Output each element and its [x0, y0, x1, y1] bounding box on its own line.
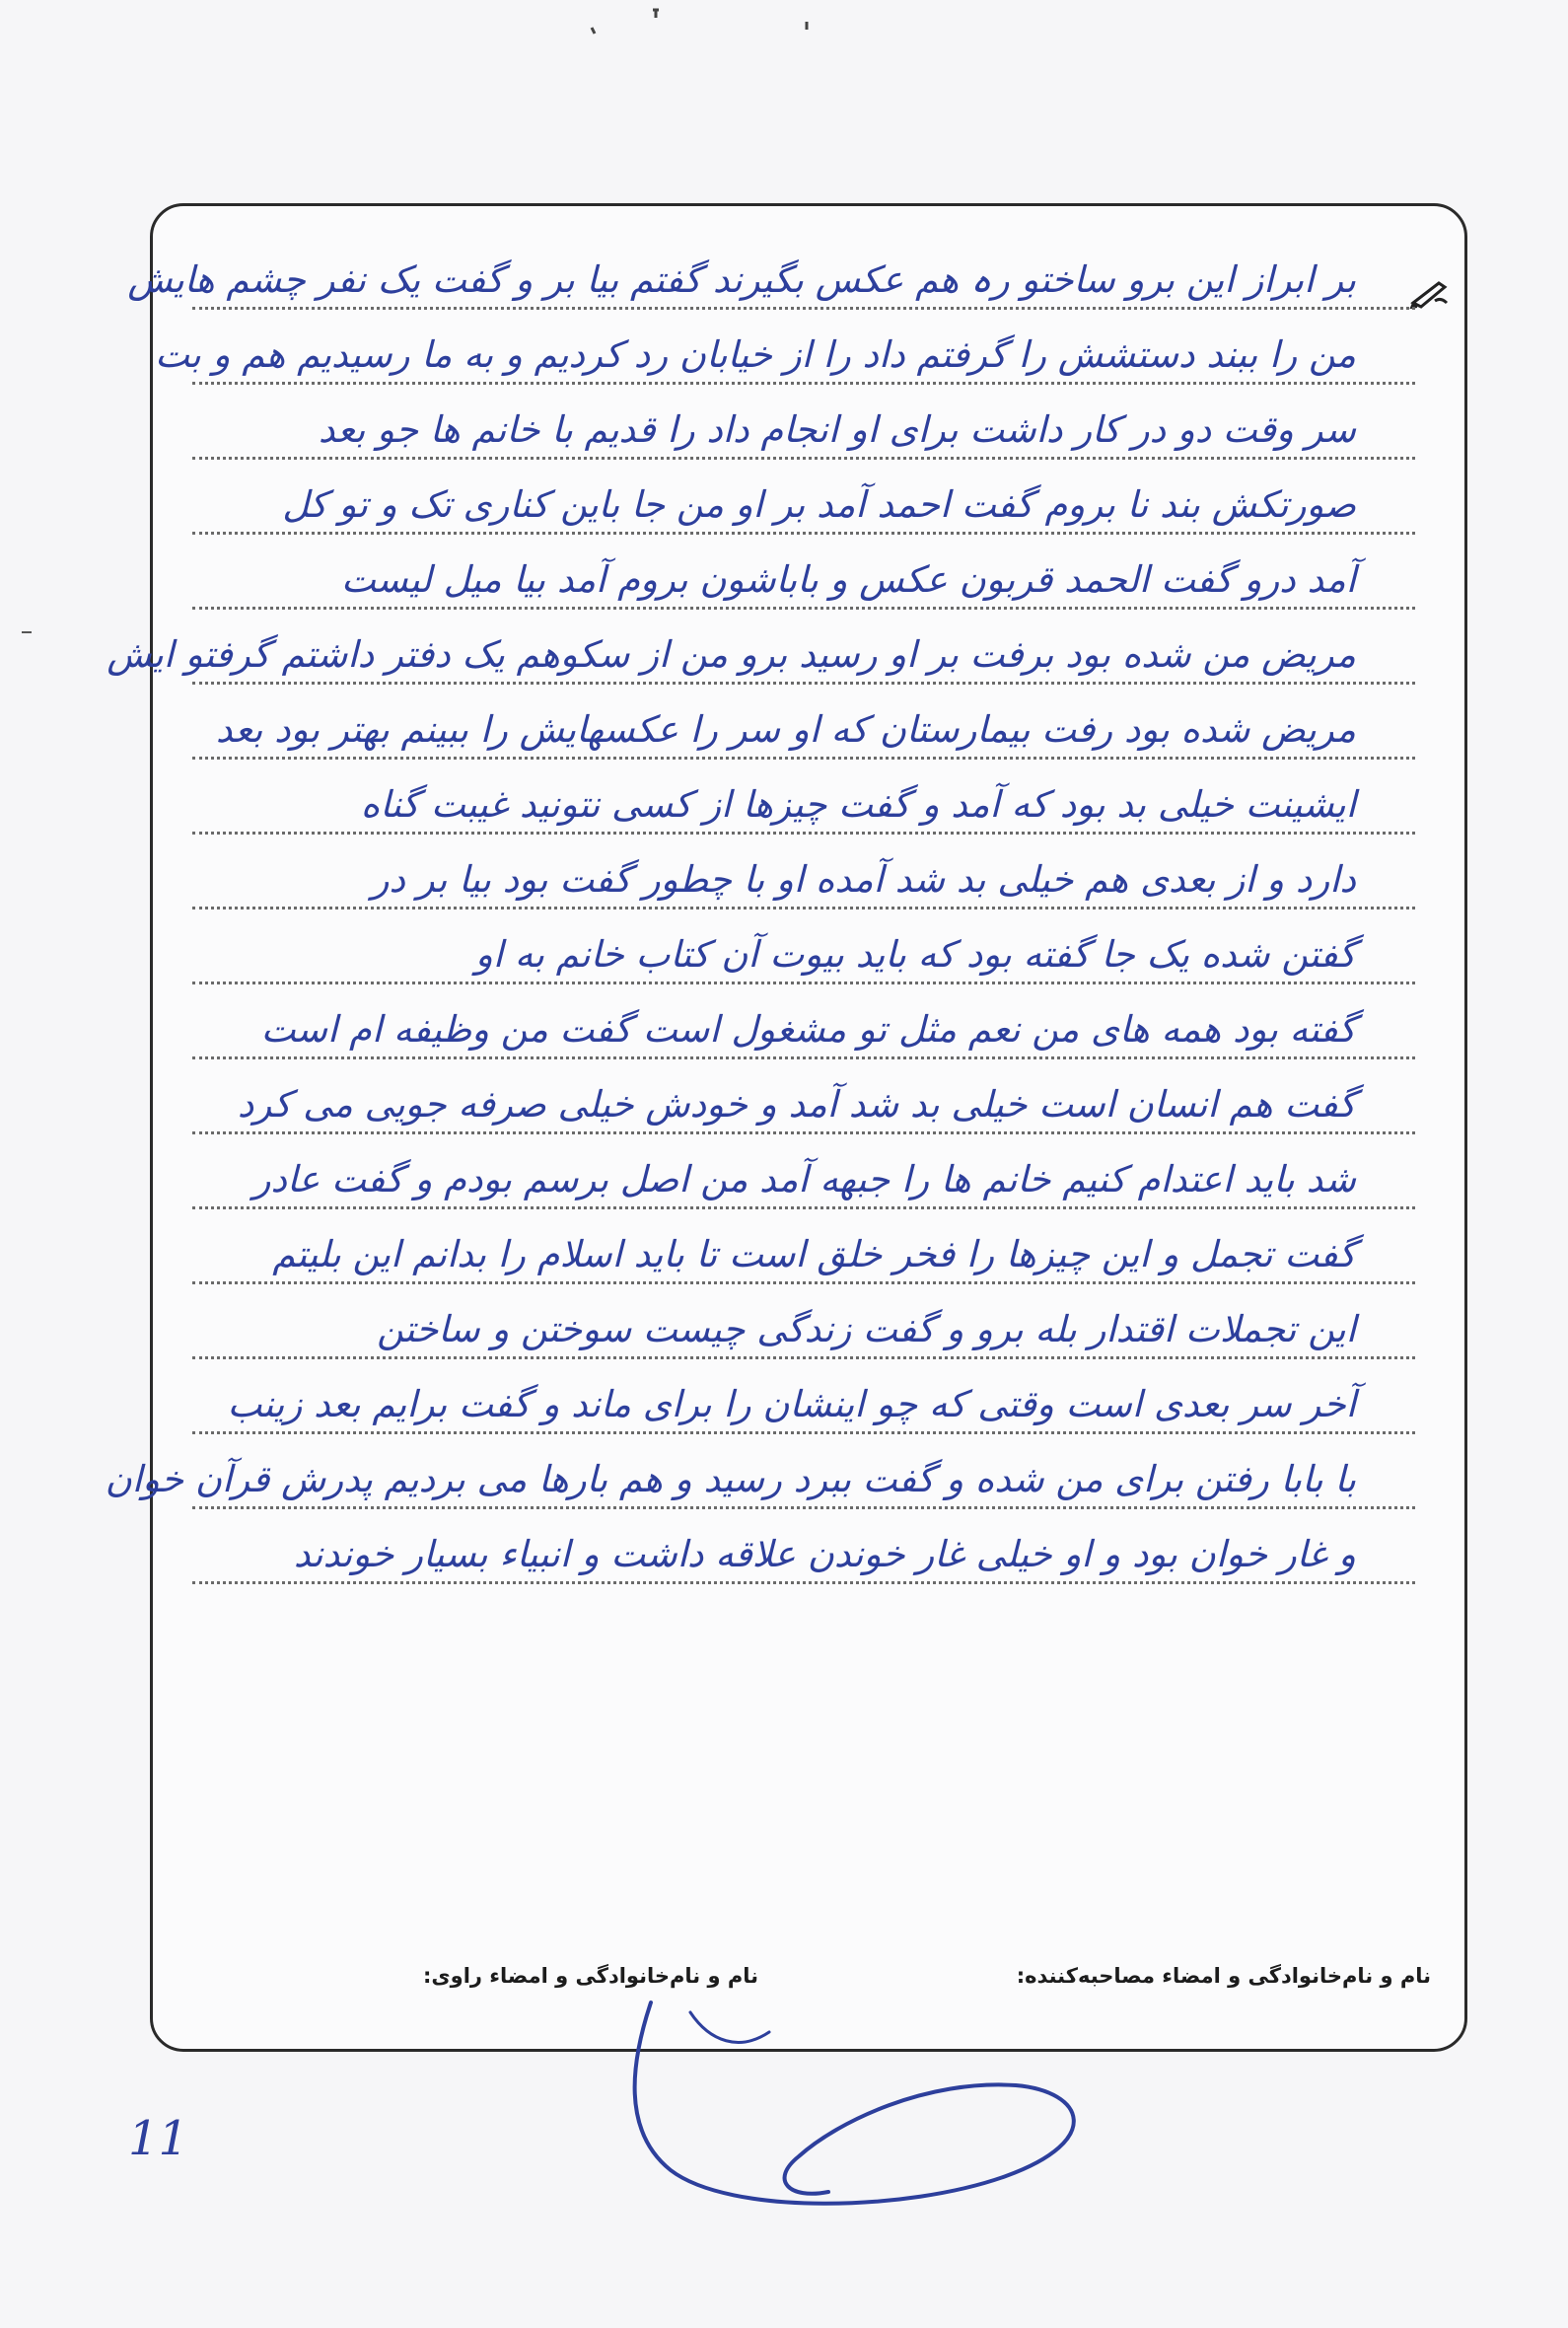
writing-line [192, 1233, 1415, 1284]
pen-writing-icon [1409, 277, 1449, 309]
handwritten-text: ایشینت خیلی بد بود که آمد و گفت چیزها از کسی نتونید غیبت گناه [360, 783, 1356, 826]
writing-line [192, 1533, 1415, 1584]
writing-line [192, 483, 1415, 535]
handwritten-text: بر ابراز این برو ساختو رہ هم عکس بگیرند گفتم بیا بر و گفت یک نفر چشم هایش [127, 258, 1356, 301]
handwritten-text: با بابا رفتن برای من شده و گفت ببرد رسید و هم بارها می بردیم پدرش قرآن خوان [105, 1458, 1356, 1500]
handwritten-text: صورتکش بند نا بروم گفت احمد آمد بر او من جا باین کناری تک و تو کل [282, 483, 1356, 526]
writing-line [192, 558, 1415, 610]
writing-line [192, 858, 1415, 909]
writing-line [192, 1158, 1415, 1209]
writing-line [127, 258, 1415, 310]
narrator-signature-label: نام و نام‌خانوادگی و امضاء راوی: [423, 1964, 758, 1988]
handwritten-text: مریض من شده بود برفت بر او رسید برو من از سکوهم یک دفتر داشتم گرفتو ایش [107, 633, 1356, 676]
handwritten-text: و غار خوان بود و او خیلی غار خوندن علاقه داشت و انبیاء بسیار خوندند [293, 1533, 1356, 1575]
writing-line [192, 783, 1415, 835]
writing-line [192, 1008, 1415, 1059]
form-frame [105, 203, 1467, 2052]
handwritten-text: دارد و از بعدی هم خیلی بد شد آمده او با چطور گفت بود بیا بر در [371, 858, 1356, 901]
handwritten-text: گفته بود همه های من نعم مثل تو مشغول است گفت من وظیفه ام است [260, 1008, 1356, 1051]
writing-line [192, 933, 1415, 984]
handwritten-text: گفت هم انسان است خیلی بد شد آمد و خودش خیلی صرفه جویی می کرد [237, 1083, 1356, 1126]
top-edge-marks [0, 0, 1568, 59]
writing-line [192, 1083, 1415, 1134]
writing-line [192, 708, 1415, 760]
handwritten-text: سر وقت دو در کار داشت برای او انجام داد را قدیم با خانم ها جو بعد [318, 408, 1356, 451]
writing-line [192, 1383, 1415, 1434]
handwritten-text: گفتن شده یک جا گفته بود که باید بیوت آن کتاب خانم به او [475, 933, 1356, 976]
writing-line [192, 408, 1415, 460]
handwritten-text: مریض شده بود رفت بیمارستان که او سر را عکسهایش را ببینم بهتر بود بعد [215, 708, 1356, 751]
writing-line [192, 1308, 1415, 1359]
handwritten-text: آخر سر بعدی است وقتی که چو اینشان را برای ماند و گفت برایم بعد زینب [227, 1383, 1356, 1425]
handwritten-text: گفت تجمل و این چیزها را فخر خلق است تا باید اسلام را بدانم این بلیتم [272, 1233, 1356, 1275]
writing-line [105, 1458, 1415, 1509]
handwritten-signature [592, 1983, 1144, 2219]
handwritten-text: شد باید اعتدام کنیم خانم ها را جبهه آمد من اصل برسم بودم و گفت عادر [252, 1158, 1356, 1200]
page-number: 11 [128, 2111, 189, 2166]
writing-line [107, 633, 1415, 685]
handwritten-text: آمد درو گفت الحمد قربون عکس و باباشون بروم آمد بیا میل لیست [341, 558, 1356, 601]
interviewer-signature-label: نام و نام‌خانوادگی و امضاء مصاحبه‌کننده: [1016, 1964, 1431, 1988]
writing-line [155, 333, 1415, 385]
margin-tick [22, 631, 32, 633]
handwritten-text: این تجملات اقتدار بله برو و گفت زندگی چیست سوختن و ساختن [377, 1308, 1356, 1350]
handwritten-text: من را ببند دستشش را گرفتم داد را از خیابان رد کردیم و به ما رسیدیم هم و بت [155, 333, 1356, 376]
